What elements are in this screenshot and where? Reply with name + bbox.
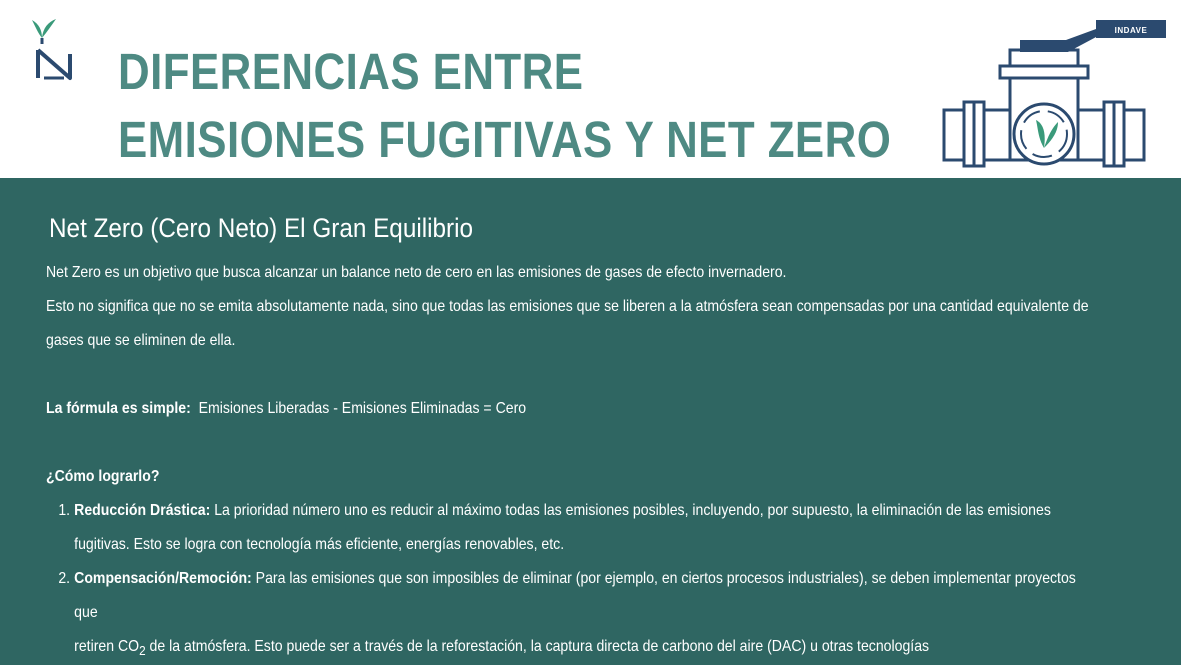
list-number: 2. xyxy=(58,570,71,587)
title-line-1: DIFERENCIAS ENTRE xyxy=(118,43,584,100)
formula-line xyxy=(46,392,1093,426)
valve-icon xyxy=(938,18,1170,170)
title-line-2: EMISIONES FUGITIVAS Y NET ZERO xyxy=(118,111,892,168)
item-text-line-2 xyxy=(74,630,1093,668)
co2-subscript: 2 xyxy=(139,643,146,659)
section-subtitle: Net Zero (Cero Neto) El Gran Equilibrio xyxy=(49,213,474,243)
page-title xyxy=(118,38,891,174)
how-label: ¿Cómo lograrlo? xyxy=(46,468,160,485)
list-number: 1. xyxy=(58,502,71,519)
paragraph-2-line-2: gases que se eliminen de ella. xyxy=(46,332,236,349)
item-text-co2: retiren CO xyxy=(74,638,140,655)
item-label: Compensación/Remoción: xyxy=(74,570,252,587)
item-label: Reducción Drástica: xyxy=(74,502,211,519)
paragraph-1: Net Zero es un objetivo que busca alcanzar un balance neto de cero en las emisiones de gases de efecto invernadero. xyxy=(46,264,787,281)
content-panel xyxy=(0,178,1181,665)
plant-logo-icon xyxy=(22,14,84,84)
body-text xyxy=(46,256,1093,668)
steps-list xyxy=(46,494,1093,668)
formula-label: La fórmula es simple: xyxy=(46,400,191,417)
item-text-rest: de la atmósfera. Esto puede ser a través de la reforestación, la captura directa de carbono del aire (DAC) u otras tecnologías xyxy=(145,638,930,655)
item-text-line-1: Para las emisiones que son imposibles de eliminar (por ejemplo, en ciertos procesos industriales), se deben implementar proyectos que xyxy=(74,570,1076,621)
header xyxy=(0,0,1181,178)
how-heading xyxy=(46,460,1093,494)
list-item xyxy=(46,562,1093,668)
list-item xyxy=(46,494,1093,562)
brand-label: INDAVE xyxy=(1114,26,1148,35)
formula-text: Emisiones Liberadas - Emisiones Eliminadas = Cero xyxy=(198,400,527,417)
paragraph-2-line-1: Esto no significa que no se emita absolutamente nada, sino que todas las emisiones que se liberen a la atmósfera sean compensadas por una cantidad equivalente de xyxy=(46,298,1089,315)
item-text-line-1: La prioridad número uno es reducir al máximo todas las emisiones posibles, incluyendo, por supuesto, la eliminación de las emisiones xyxy=(214,502,1051,519)
item-text-line-2: fugitivas. Esto se logra con tecnología más eficiente, energías renovables, etc. xyxy=(74,536,565,553)
